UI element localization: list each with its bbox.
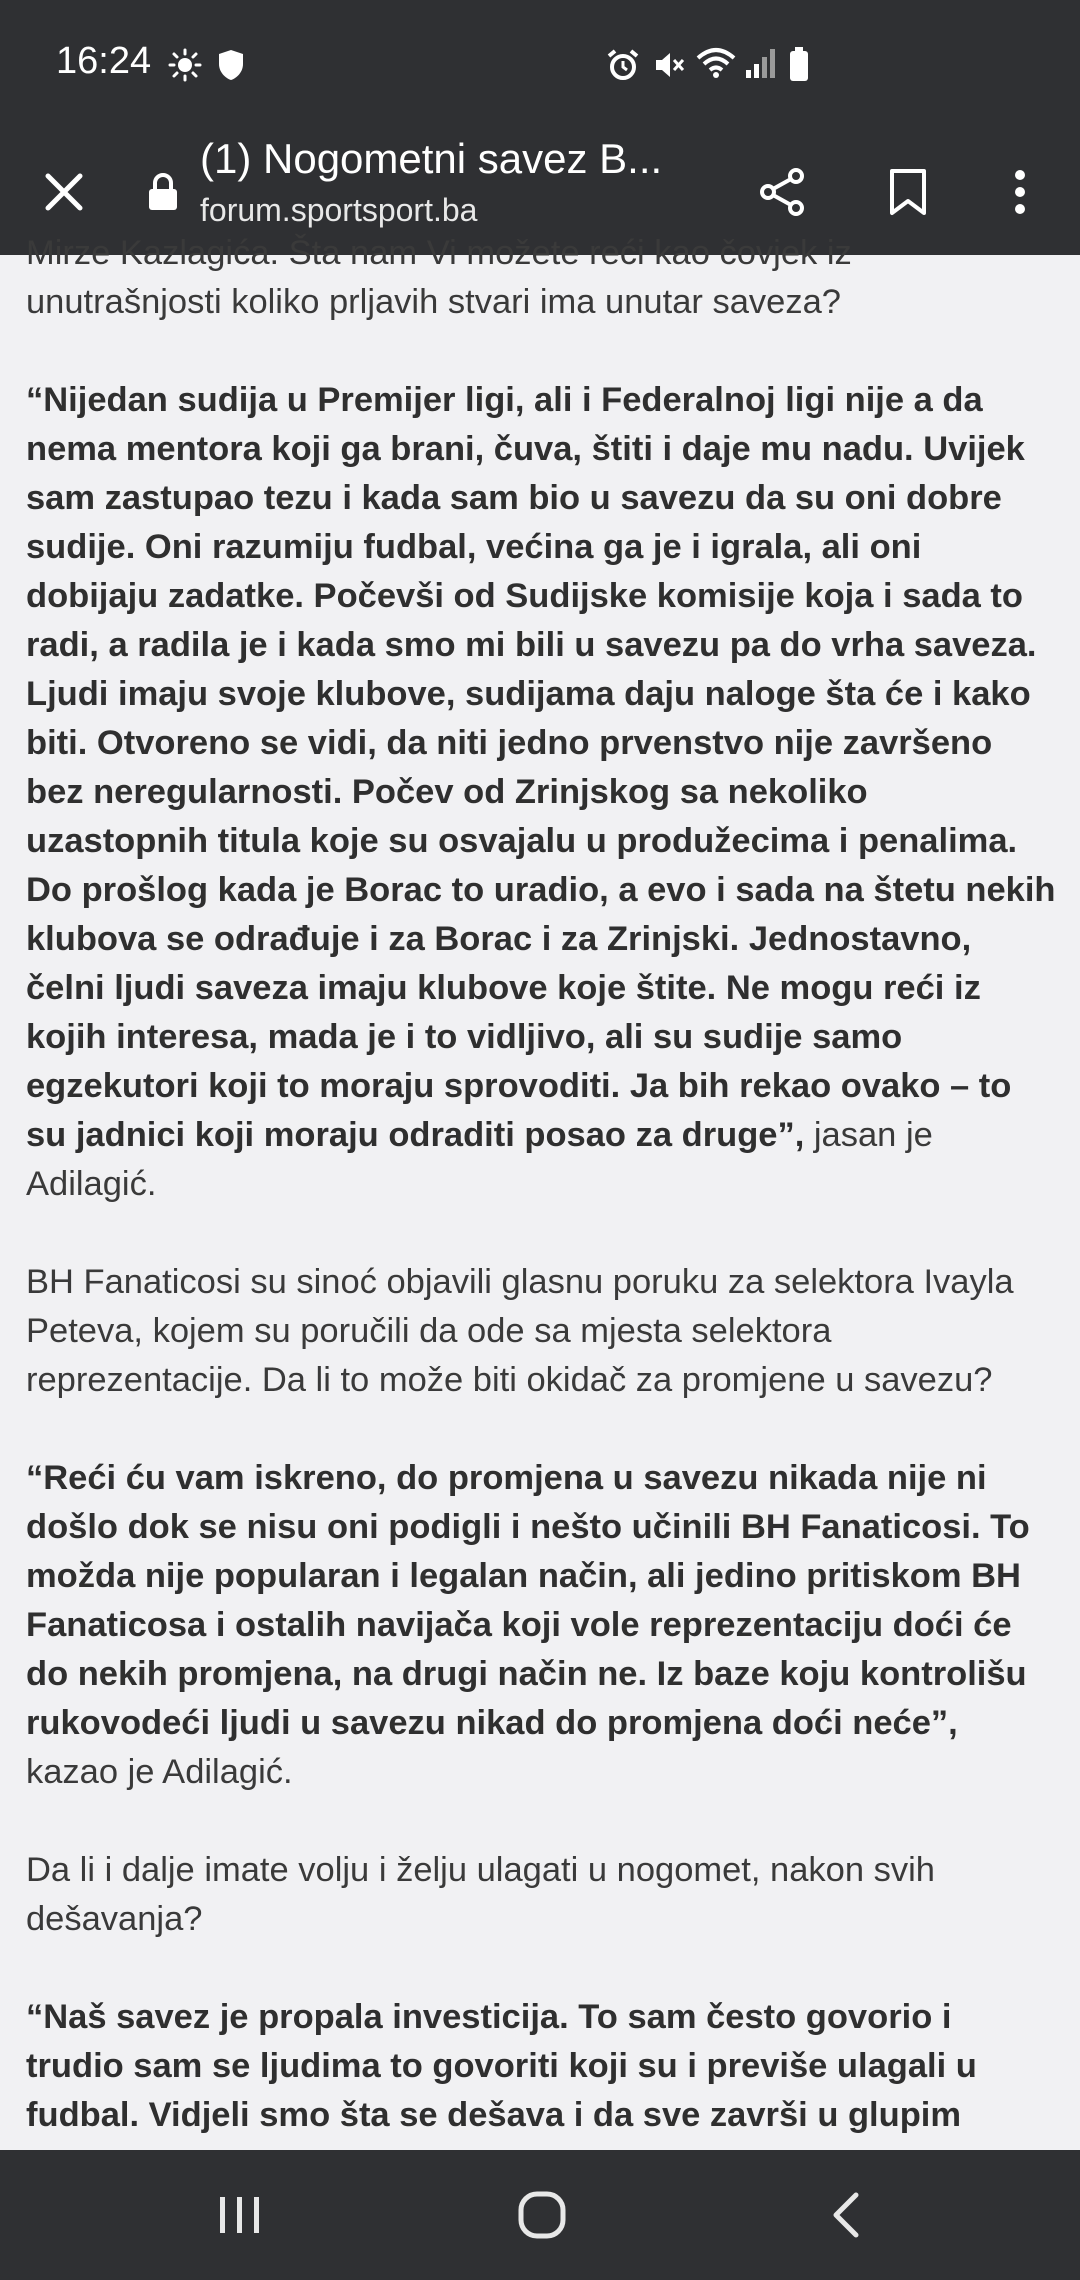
back-icon	[826, 2189, 866, 2241]
bookmark-icon	[888, 168, 928, 216]
more-vert-icon	[1013, 168, 1027, 216]
home-button[interactable]	[452, 2150, 632, 2280]
back-button[interactable]	[756, 2150, 936, 2280]
close-tab-button[interactable]	[22, 150, 106, 234]
quote-text: “Reći ću vam iskreno, do promjena u savezu nikada nije ni došlo dok se nisu oni podigli i nešto učinili BH Fanaticosi. To možda nije popularan i legalan način, ali jedino pritiskom BH Fanaticosa i ostalih navijača koji vole reprezentaciju doći će do nekih promjena, na drugi način ne. Iz baze koju kontrolišu rukovodeći ljudi u savezu nikad do promjena doći neće”,	[26, 1459, 1030, 1742]
url-domain[interactable]: forum.sportsport.ba	[200, 192, 478, 228]
quote-text: “Naš savez je propala investicija. To sam često govorio i trudio sam se ljudima to govoriti koji su i previše ulagali u fudbal. Vidjeli smo šta se dešava i da sve završi u glupim	[26, 1998, 977, 2134]
site-security-button[interactable]	[140, 154, 186, 230]
page-content[interactable]	[0, 234, 1080, 2150]
status-bar	[0, 0, 1080, 130]
home-icon	[516, 2189, 568, 2241]
page-title[interactable]: (1) Nogometni savez B...	[200, 135, 663, 182]
article-paragraph	[26, 1993, 1056, 2140]
article-paragraph	[26, 376, 1056, 1209]
recent-apps-button[interactable]	[150, 2150, 330, 2280]
status-time: 16:24	[56, 40, 152, 82]
article-paragraph: Mirze Kazlagića. Šta nam Vi možete reći kao čovjek iz unutrašnjosti koliko prljavih stvari ima unutar saveza?	[26, 234, 852, 321]
wifi-icon	[696, 46, 736, 80]
signal-icon	[744, 46, 778, 80]
shield-icon	[216, 48, 246, 82]
article-paragraph: BH Fanaticosi su sinoć objavili glasnu poruku za selektora Ivayla Peteva, kojem su poručili da ode sa mjesta selektora reprezentacije. Da li to može biti okidač za promjene u savezu?	[26, 1263, 1014, 1399]
article-paragraph: Da li i dalje imate volju i želju ulagati u nogomet, nakon svih dešavanja?	[26, 1851, 935, 1938]
share-button[interactable]	[740, 150, 824, 234]
mute-icon	[652, 48, 686, 82]
lock-icon	[146, 172, 180, 212]
share-icon	[756, 166, 808, 218]
more-options-button[interactable]	[980, 150, 1060, 234]
bookmark-button[interactable]	[866, 150, 950, 234]
battery-icon	[788, 46, 810, 82]
navigation-bar	[0, 2150, 1080, 2280]
recent-apps-icon	[216, 2193, 264, 2237]
attribution-text: kazao je Adilagić.	[26, 1753, 293, 1791]
quote-text: “Nijedan sudija u Premijer ligi, ali i Federalnoj ligi nije a da nema mentora koji ga brani, čuva, štiti i daje mu nadu. Uvijek sam zastupao tezu i kada sam bio u savezu da su oni dobre sudije. Oni razumiju fudbal, većina ga je i igrala, ali oni dobijaju zadatke. Počevši od Sudijske komisije koja i sada to radi, a radila je i kada smo mi bili u savezu pa do vrha saveza. Ljudi imaju svoje klubove, sudijama daju naloge šta će i kako biti. Otvoreno se vidi, da niti jedno prvenstvo nije završeno bez neregularnosti. Počev od Zrinjskog sa nekoliko uzastopnih titula koje su osvajalu u produžecima i penalima. Do prošlog kada je Borac to uradio, a evo i sada na štetu nekih klubova se odrađuje i za Borac i za Zrinjski. Jednostavno, čelni ljudi saveza imaju klubove koje štite. Ne mogu reći iz kojih interesa, mada je i to vidljivo, ali su sudije samo egzekutori koji to moraju sprovoditi. Ja bih rekao ovako – to su jadnici koji moraju odraditi posao za druge”,	[26, 381, 1056, 1154]
brightness-icon	[168, 48, 202, 82]
alarm-icon	[606, 48, 640, 82]
article-body	[26, 229, 1056, 2189]
close-icon	[43, 171, 85, 213]
attribution-text: jasan je Adilagić.	[26, 1116, 933, 1203]
article-paragraph	[26, 1454, 1056, 1797]
